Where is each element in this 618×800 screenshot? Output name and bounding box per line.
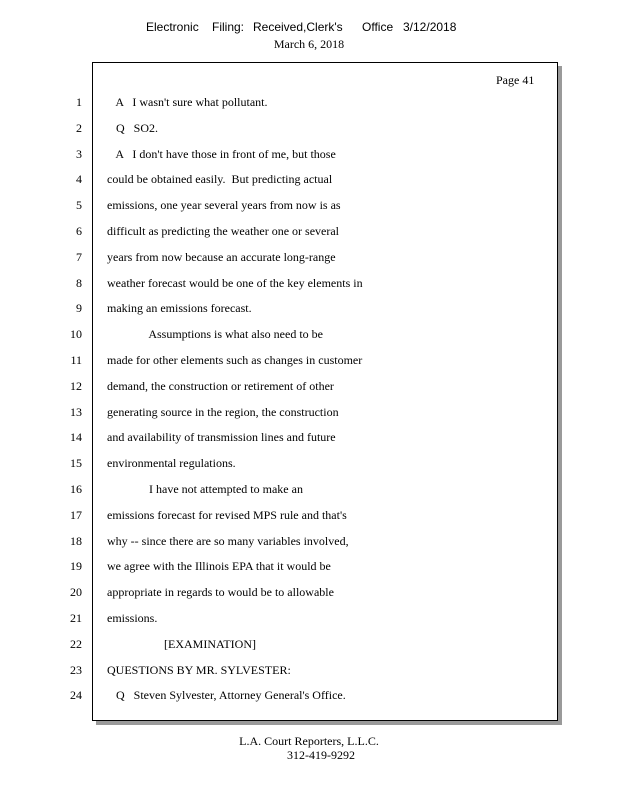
line-number: 3: [76, 146, 82, 161]
page-number: Page 41: [496, 73, 535, 87]
transcript-line: [EXAMINATION]: [107, 636, 256, 651]
line-number: 18: [70, 533, 82, 548]
transcript-line: years from now because an accurate long-range: [107, 249, 336, 264]
line-number: 4: [76, 172, 82, 187]
line-number: 12: [70, 378, 82, 393]
line-number: 21: [70, 611, 82, 625]
stamp-word-filing: Filing:: [212, 20, 245, 34]
transcript-line: why -- since there are so many variables involved,: [107, 533, 349, 548]
line-number: 15: [70, 456, 82, 471]
transcript-line: could be obtained easily. But predicting actual: [107, 172, 333, 187]
line-number: 10: [70, 327, 82, 342]
transcript-line: making an emissions forecast.: [107, 301, 252, 316]
line-number: 17: [70, 507, 82, 522]
transcript-line: Q Steven Sylvester, Attorney General's Office.: [107, 688, 346, 703]
transcript-line: generating source in the region, the construction: [107, 404, 339, 419]
footer-company: L.A. Court Reporters, L.L.C.: [239, 734, 379, 748]
line-number: 2: [76, 120, 82, 135]
line-number: 13: [70, 404, 82, 419]
stamp-date: 3/12/2018: [403, 20, 457, 34]
transcript-line: Q SO2.: [107, 120, 159, 135]
line-number: 8: [76, 275, 82, 290]
transcript-line: we agree with the Illinois EPA that it would be: [107, 559, 331, 574]
stamp-word-office: Office: [362, 20, 394, 34]
transcript-line: made for other elements such as changes in customer: [107, 353, 363, 367]
transcript-line: environmental regulations.: [107, 456, 236, 471]
transcript-line: emissions, one year several years from now is as: [107, 198, 341, 213]
line-number: 19: [70, 559, 82, 574]
line-number: 1: [76, 95, 82, 109]
footer-phone: 312-419-9292: [287, 748, 355, 762]
line-number: 16: [70, 482, 82, 496]
transcript-line: I have not attempted to make an: [107, 482, 303, 496]
line-number: 20: [70, 585, 82, 600]
transcript-line: A I wasn't sure what pollutant.: [107, 95, 268, 109]
line-number: 6: [76, 224, 82, 238]
line-number: 22: [70, 636, 82, 651]
transcript-line: Assumptions is what also need to be: [107, 327, 323, 342]
transcript-line: QUESTIONS BY MR. SYLVESTER:: [107, 662, 291, 677]
transcript-line: emissions forecast for revised MPS rule and that's: [107, 507, 347, 522]
transcript-date: March 6, 2018: [273, 37, 345, 51]
transcript-line: appropriate in regards to would be to allowable: [107, 585, 334, 600]
line-number: 14: [70, 430, 82, 445]
transcript-line: and availability of transmission lines and future: [107, 430, 336, 445]
line-number: 11: [70, 353, 82, 367]
transcript-line: emissions.: [107, 611, 158, 625]
transcript-line: weather forecast would be one of the key elements in: [107, 275, 363, 290]
line-number: 7: [76, 249, 82, 264]
line-number: 24: [70, 688, 82, 703]
transcript-line: A I don't have those in front of me, but those: [107, 146, 336, 161]
stamp-word-electronic: Electronic: [146, 20, 199, 34]
transcript-line: difficult as predicting the weather one or several: [107, 224, 340, 238]
stamp-word-received: Received,Clerk's: [253, 20, 343, 34]
line-number: 9: [76, 301, 82, 316]
line-number: 5: [76, 198, 82, 213]
line-number: 23: [70, 662, 82, 677]
transcript-line: demand, the construction or retirement of other: [107, 378, 334, 393]
